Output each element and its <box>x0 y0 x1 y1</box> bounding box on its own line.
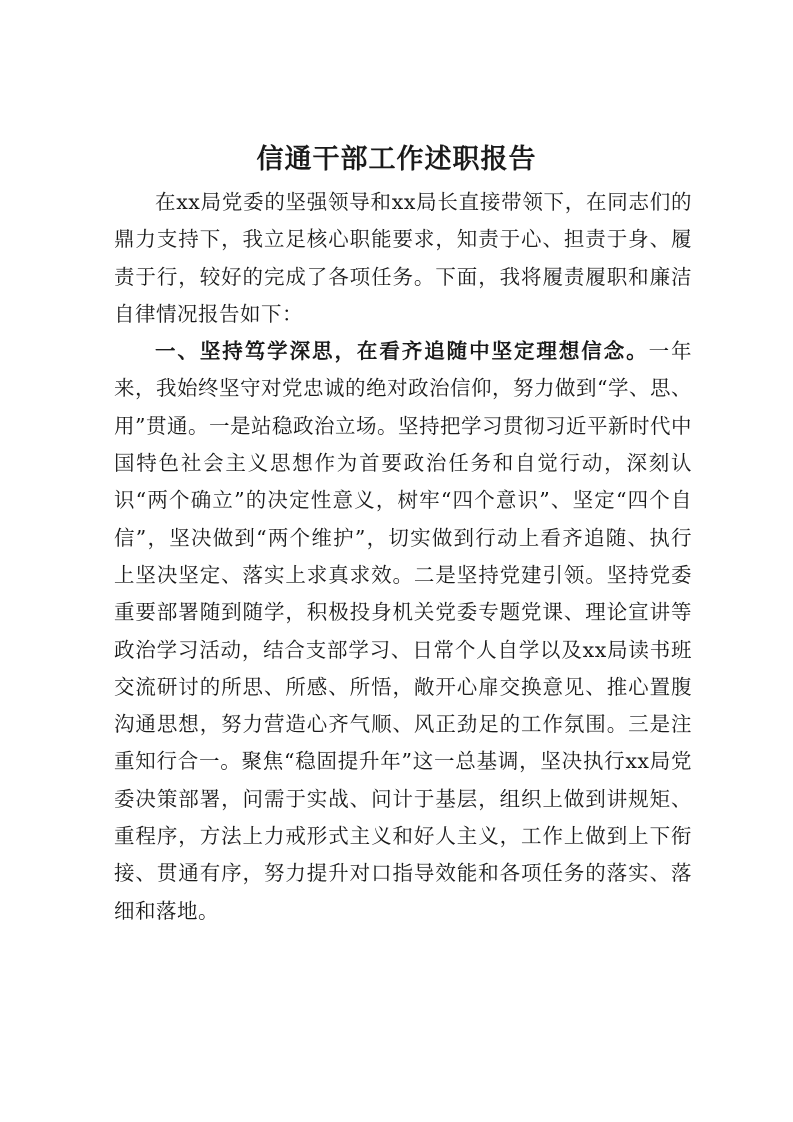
section-1-heading: 一、坚持笃学深思，在看齐追随中坚定理想信念。 <box>155 339 649 364</box>
section-1-paragraph <box>114 333 692 930</box>
document-body <box>114 184 692 930</box>
intro-paragraph: 在xx局党委的坚强领导和xx局长直接带领下，在同志们的鼎力支持下，我立足核心职能要求，知责于心、担责于身、履责于行，较好的完成了各项任务。下面，我将履责履职和廉洁自律情况报告如下： <box>114 190 692 326</box>
section-1-body: 一年来，我始终坚守对党忠诚的绝对政治信仰，努力做到“学、思、用”贯通。一是站稳政治立场。坚持把学习贯彻习近平新时代中国特色社会主义思想作为首要政治任务和自觉行动，深刻认识“两个确立”的决定性意义，树牢“四个意识”、坚定“四个自信”，坚决做到“两个维护”，切实做到行动上看齐追随、执行上坚决坚定、落实上求真求效。二是坚持党建引领。坚持党委重要部署随到随学，积极投身机关党委专题党课、理论宣讲等政治学习活动，结合支部学习、日常个人自学以及xx局读书班交流研讨的所思、所感、所悟，敞开心扉交换意见、推心置腹沟通思想，努力营造心齐气顺、风正劲足的工作氛围。三是注重知行合一。聚焦“稳固提升年”这一总基调，坚决执行xx局党委决策部署，问需于实战、问计于基层，组织上做到讲规矩、重程序，方法上力戒形式主义和好人主义，工作上做到上下衔接、贯通有序，努力提升对口指导效能和各项任务的落实、落细和落地。 <box>114 339 693 923</box>
document-title: 信通干部工作述职报告 <box>256 144 537 175</box>
